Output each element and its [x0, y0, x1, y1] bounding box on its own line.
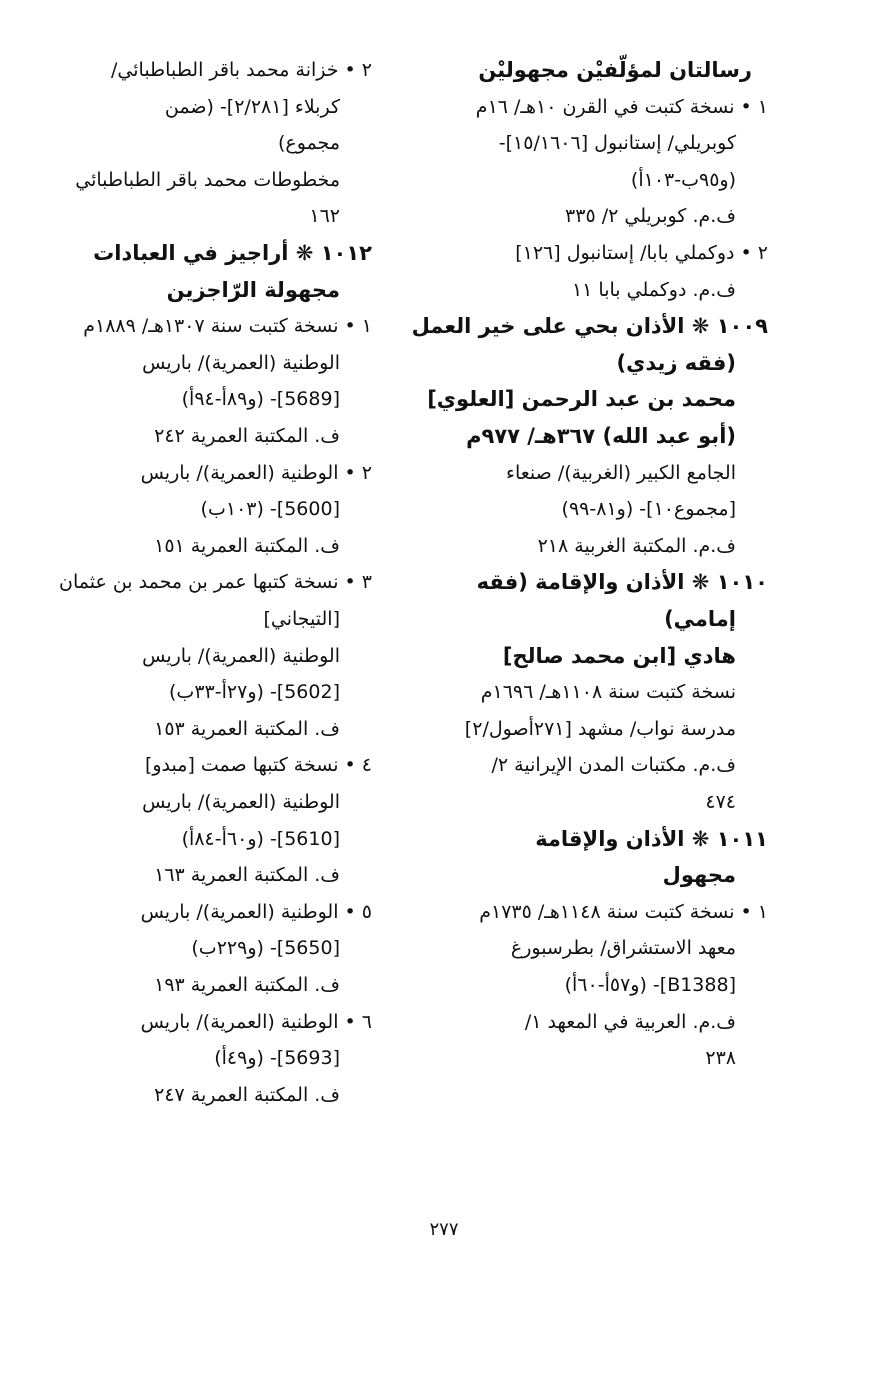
- text-line: مدرسة نواب/ مشهد [٢٧١أصول/٢]: [464, 717, 736, 740]
- entry-heading: (فقه زيدي): [616, 350, 736, 375]
- text-line: ف. المكتبة العمرية ٢٤٧: [154, 1083, 340, 1106]
- entry-heading: (أبو عبد الله) ٣٦٧هـ/ ٩٧٧م: [466, 424, 736, 448]
- text-line: ١٦٢: [309, 205, 340, 228]
- entry-heading: ١٠١١ ❋ الأذان والإقامة: [535, 826, 768, 851]
- entry-heading: رسالتان لمؤلّفيْن مجهوليْن: [478, 58, 752, 82]
- text-line: ف.م. العربية في المعهد ١/: [524, 1010, 736, 1033]
- text-line: ٢٣٨: [705, 1047, 736, 1070]
- text-line: كوبريلي/ إستانبول [١٥/١٦٠٦]-: [498, 132, 736, 155]
- text-line: ف. المكتبة العمرية ١٥٣: [154, 717, 340, 740]
- text-line: الوطنية (العمرية)/ باريس: [142, 351, 340, 374]
- text-line: الوطنية (العمرية)/ باريس: [142, 644, 340, 667]
- text-line: [5650]- (و٢٢٩ب): [191, 937, 340, 960]
- text-line: كربلاء [٢/٢٨١]- (ضمن: [164, 95, 340, 118]
- entry-heading: ١٠١٢ ❋ أراجيز في العبادات: [93, 241, 372, 265]
- page-number: ٢٧٧: [429, 1219, 459, 1240]
- text-line: ٣ • نسخة كتبها عمر بن محمد بن عثمان: [59, 571, 372, 594]
- text-line: ف. المكتبة العمرية ٢٤٢: [154, 425, 340, 447]
- text-line: ٢ • خزانة محمد باقر الطباطبائي/: [111, 59, 372, 81]
- text-line: الجامع الكبير (الغربية)/ صنعاء: [506, 461, 736, 484]
- text-line: [5693]- (و٤٩أ): [214, 1047, 340, 1070]
- text-line: (و٩٥ب-١٠٣أ): [630, 168, 736, 191]
- entry-heading: هادي [ابن محمد صالح]: [502, 643, 736, 668]
- text-line: ف.م. المكتبة الغربية ٢١٨: [537, 534, 736, 557]
- text-line: ف. المكتبة العمرية ١٩٣: [154, 974, 340, 996]
- text-line: معهد الاستشراق/ بطرسبورغ: [510, 937, 736, 960]
- entry-heading: إمامي): [664, 607, 736, 631]
- text-line: ٤ • نسخة كتبها صمت [مبدو]: [144, 754, 372, 777]
- text-line: [التيجاني]: [263, 608, 340, 630]
- text-line: ف. المكتبة العمرية ١٦٣: [154, 864, 340, 887]
- text-line: مخطوطات محمد باقر الطباطبائي: [75, 168, 340, 191]
- entry-heading: مجهول: [662, 863, 736, 888]
- text-line: ١ • نسخة كتبت سنة ١١٤٨هـ/ ١٧٣٥م: [479, 900, 768, 923]
- text-line: [مجموع١٠]- (و٨١-٩٩): [561, 498, 736, 521]
- text-line: [5689]- (و٨٩أ-٩٤أ): [181, 388, 340, 411]
- entry-heading: مجهولة الرّاجزين: [166, 277, 340, 302]
- entry-heading: محمد بن عبد الرحمن [العلوي]: [427, 387, 736, 412]
- text-line: ف.م. دوكملي بابا ١١: [571, 278, 736, 301]
- text-line: ٦ • الوطنية (العمرية)/ باريس: [140, 1010, 372, 1033]
- entry-heading: ١٠٠٩ ❋ الأذان بحي على خير العمل: [411, 314, 768, 339]
- text-line: [5600]- (١٠٣ب): [200, 498, 340, 521]
- text-line: ف.م. مكتبات المدن الإيرانية ٢/: [491, 754, 736, 777]
- text-line: مجموع): [278, 132, 340, 155]
- text-line: ١ • نسخة كتبت سنة ١٣٠٧هـ/ ١٨٨٩م: [83, 315, 372, 338]
- entry-heading: ١٠١٠ ❋ الأذان والإقامة (فقه: [476, 570, 768, 595]
- text-line: ٢ • الوطنية (العمرية)/ باريس: [140, 461, 372, 484]
- text-line: [B1388]- (و٥٧أ-٦٠أ): [564, 974, 736, 996]
- text-line: ف. المكتبة العمرية ١٥١: [154, 534, 340, 557]
- text-line: ٤٧٤: [705, 791, 736, 813]
- text-line: [5610]- (و٦٠أ-٨٤أ): [181, 827, 340, 850]
- text-line: [5602]- (و٢٧أ-٣٣ب): [169, 681, 340, 704]
- text-line: ١ • نسخة كتبت في القرن ١٠هـ/ ١٦م: [475, 95, 768, 118]
- text-line: ٥ • الوطنية (العمرية)/ باريس: [140, 900, 372, 923]
- text-line: ٢ • دوكملي بابا/ إستانبول [١٢٦]: [515, 242, 768, 264]
- text-line: نسخة كتبت سنة ١١٠٨هـ/ ١٦٩٦م: [480, 681, 736, 704]
- text-line: ف.م. كوبريلي ٢/ ٣٣٥: [565, 205, 736, 228]
- text-line: الوطنية (العمرية)/ باريس: [142, 791, 340, 813]
